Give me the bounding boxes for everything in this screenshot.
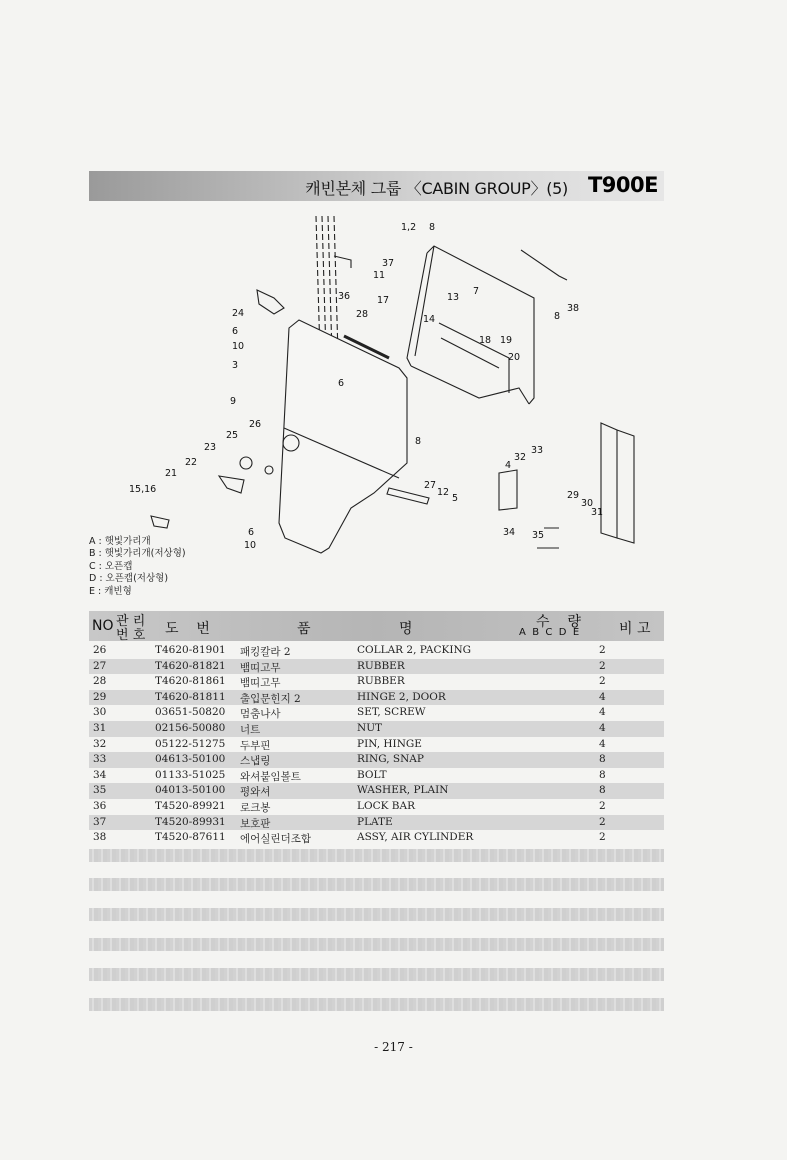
clip-37 [334, 256, 351, 268]
strip-27 [387, 488, 429, 504]
header-drawing: 도 번 [165, 621, 210, 637]
empty-row-band [89, 878, 664, 891]
table-header [89, 611, 664, 641]
row-qty: 4 [599, 706, 606, 719]
table-row [89, 752, 664, 768]
legend-item: D : 오픈캡(저상형) [89, 573, 169, 585]
page-number: - 217 - [374, 1040, 413, 1054]
row-no: 37 [93, 815, 107, 828]
door-post [601, 423, 617, 538]
row-english: HINGE 2, DOOR [357, 690, 446, 703]
row-no: 38 [93, 831, 107, 844]
row-korean: 뱀띠고무 [240, 677, 281, 690]
callout: 19 [500, 335, 513, 346]
callout: 6 [338, 378, 345, 389]
row-english: RUBBER [357, 659, 405, 672]
legend-item: E : 캐빈형 [89, 585, 132, 597]
table-row [89, 783, 664, 799]
row-qty: 4 [599, 721, 606, 734]
callout: 4 [505, 460, 512, 471]
bracket-23 [219, 476, 244, 493]
callout: 5 [452, 493, 459, 504]
row-qty: 2 [599, 815, 606, 828]
row-english: ASSY, AIR CYLINDER [357, 831, 474, 844]
row-korean: 스냅링 [240, 755, 271, 768]
exploded-parts-diagram [89, 208, 664, 558]
empty-row-band [89, 998, 664, 1011]
door-frame-bottom [411, 366, 529, 404]
row-english: SET, SCREW [357, 706, 426, 719]
callout: 37 [382, 258, 395, 269]
model-number: T900E [587, 173, 658, 197]
row-english: LOCK BAR [357, 799, 416, 812]
row-part: T4620-81821 [155, 659, 226, 672]
callout: 9 [230, 396, 237, 407]
row-qty: 8 [599, 768, 606, 781]
row-korean: 출입문힌지 2 [240, 692, 301, 705]
table-row [89, 690, 664, 706]
callout: 6 [232, 326, 239, 337]
legend [89, 536, 186, 598]
row-part: 04613-50100 [155, 753, 226, 766]
callout: 22 [185, 457, 198, 468]
header-no: NO [92, 618, 114, 634]
callout: 12 [437, 487, 450, 498]
row-english: COLLAR 2, PACKING [357, 644, 472, 656]
callout: 35 [532, 530, 545, 541]
callout: 28 [356, 309, 369, 320]
row-english: PIN, HINGE [357, 737, 422, 750]
row-qty: 2 [599, 831, 606, 844]
header-item2: 명 [399, 621, 413, 637]
row-english: BOLT [357, 768, 387, 781]
door-frame-brace [439, 323, 509, 393]
row-qty: 8 [599, 784, 606, 797]
row-korean: 너트 [240, 723, 261, 736]
row-qty: 2 [599, 644, 606, 656]
row-no: 27 [93, 659, 107, 672]
washer-25 [240, 457, 252, 469]
callout: 6 [248, 527, 255, 538]
callout: 11 [373, 270, 386, 281]
callout: 17 [377, 295, 390, 306]
row-no: 31 [93, 721, 107, 734]
row-no: 30 [93, 706, 107, 719]
row-korean: 뱀띠고무 [240, 661, 281, 674]
row-part: 04013-50100 [155, 784, 226, 797]
legend-item: C : 오픈캡 [89, 560, 133, 572]
row-korean: 멈춤나사 [240, 708, 281, 721]
callout: 8 [415, 436, 422, 447]
callout: 14 [423, 314, 436, 325]
header-item: 품 [297, 621, 311, 637]
callout: 31 [591, 507, 604, 518]
callout: 34 [503, 527, 516, 538]
row-korean: 로크봉 [240, 801, 271, 814]
lock-handle [151, 516, 169, 528]
header-mgmt-bottom: 번 호 [116, 628, 146, 643]
door-frame [407, 246, 534, 404]
empty-row-band [89, 849, 664, 862]
table-row [89, 721, 664, 737]
legend-item: A : 햇빛가리개 [89, 536, 151, 547]
cylinder-38 [521, 250, 567, 280]
table-row [89, 705, 664, 721]
callout: 21 [165, 468, 178, 479]
callout: 1,2 [401, 222, 417, 233]
row-qty: 4 [599, 690, 606, 703]
door-post-side [617, 430, 634, 543]
empty-row-band [89, 908, 664, 921]
callout: 33 [531, 445, 544, 456]
header-remarks: 비 고 [619, 621, 651, 637]
row-qty: 2 [599, 799, 606, 812]
row-english: RING, SNAP [357, 753, 424, 766]
row-korean: 패킹칼라 2 [240, 646, 291, 658]
hinge-29 [499, 470, 517, 510]
callout: 3 [232, 360, 239, 371]
row-english: WASHER, PLAIN [357, 784, 449, 797]
row-korean: 평와셔 [240, 786, 271, 799]
callout: 7 [473, 286, 480, 297]
title-bar [89, 171, 664, 201]
row-part: T4520-87611 [155, 831, 226, 844]
row-no: 35 [93, 784, 107, 797]
callout: 25 [226, 430, 239, 441]
row-korean: 에어실린더조합 [240, 833, 312, 846]
callout: 15,16 [129, 484, 157, 495]
callout: 8 [429, 222, 436, 233]
row-part: T4520-89921 [155, 799, 226, 812]
empty-row-band [89, 938, 664, 951]
row-no: 33 [93, 753, 107, 766]
row-part: T4620-81861 [155, 675, 226, 688]
callout: 20 [508, 352, 521, 363]
header-qty-cols: A B C D E [519, 627, 580, 638]
callout: 10 [232, 341, 245, 352]
row-part: 01133-51025 [155, 768, 226, 781]
row-no: 29 [93, 690, 107, 703]
row-english: PLATE [357, 815, 393, 828]
callout: 24 [232, 308, 245, 319]
callout: 10 [244, 540, 257, 551]
callout: 26 [249, 419, 262, 430]
table-row [89, 643, 664, 659]
table-row [89, 674, 664, 690]
row-part: 05122-51275 [155, 737, 226, 750]
header-mgmt-top: 관 리 [116, 614, 146, 629]
row-part: 03651-50820 [155, 706, 226, 719]
row-part: 02156-50080 [155, 721, 226, 734]
empty-row-band [89, 968, 664, 981]
row-part: T4620-81901 [155, 644, 226, 656]
callout: 30 [581, 498, 594, 509]
callout: 8 [554, 311, 561, 322]
row-korean: 두부핀 [240, 739, 271, 752]
row-no: 28 [93, 675, 107, 688]
row-english: NUT [357, 721, 383, 734]
table-row [89, 659, 664, 675]
callout: 27 [424, 480, 437, 491]
table-row [89, 830, 664, 846]
table-row [89, 815, 664, 831]
table-row [89, 737, 664, 753]
callout: 38 [567, 303, 580, 314]
washer-26 [265, 466, 273, 474]
callout: 32 [514, 452, 527, 463]
callout: 36 [338, 291, 351, 302]
legend-item: B : 햇빛가리개(저상형) [89, 548, 186, 560]
row-no: 36 [93, 799, 107, 812]
header-qty: 수 량 [536, 614, 581, 630]
row-korean: 보호판 [240, 817, 271, 830]
page-title: 캐빈본체 그룹 〈CABIN GROUP〉(5) [305, 179, 568, 198]
row-qty: 8 [599, 753, 606, 766]
row-qty: 4 [599, 737, 606, 750]
table-row [89, 768, 664, 784]
row-korean: 와셔붙임볼트 [240, 770, 301, 783]
callout: 29 [567, 490, 580, 501]
parts-table [89, 643, 664, 846]
table-row [89, 799, 664, 815]
row-part: T4620-81811 [155, 690, 226, 703]
row-no: 26 [93, 644, 107, 656]
row-no: 32 [93, 737, 107, 750]
callout: 13 [447, 292, 460, 303]
row-qty: 2 [599, 659, 606, 672]
row-part: T4520-89931 [155, 815, 226, 828]
row-no: 34 [93, 768, 107, 781]
callout: 18 [479, 335, 492, 346]
bracket-24 [257, 290, 284, 314]
callout: 23 [204, 442, 217, 453]
row-english: RUBBER [357, 675, 405, 688]
row-qty: 2 [599, 675, 606, 688]
side-panel [279, 320, 407, 553]
